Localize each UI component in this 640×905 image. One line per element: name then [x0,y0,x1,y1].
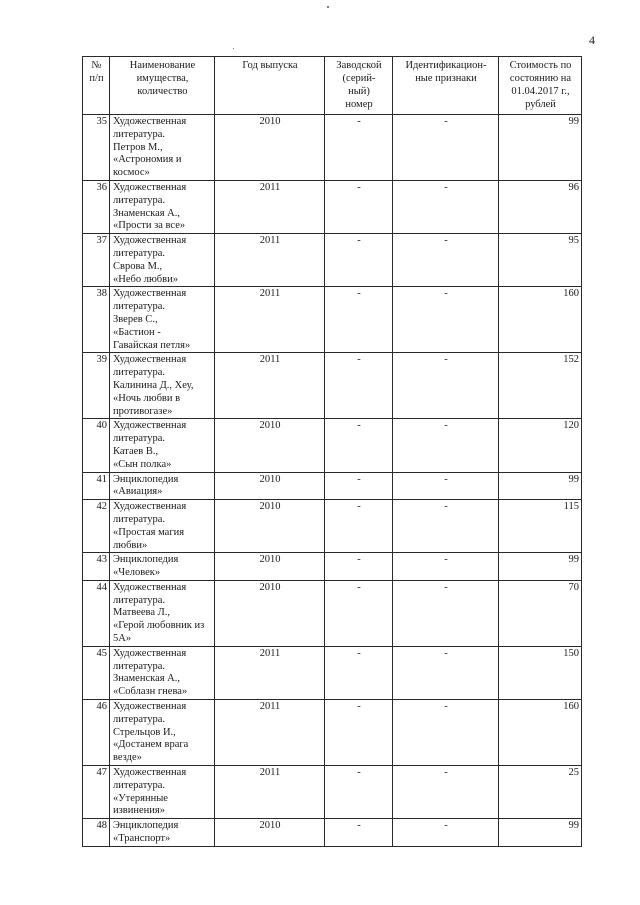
table-row [83,353,582,419]
cell-cost: 99 [499,553,582,581]
cell-name: Художественная литература. «Утерянные извинения» [110,766,215,819]
cell-name: Энциклопедия «Транспорт» [110,819,215,847]
cell-year: 2010 [215,500,325,553]
cell-ident: - [393,700,499,766]
table-row [83,553,582,581]
cell-cost: 120 [499,419,582,472]
table-row [83,419,582,472]
cell-name: Художественная литература. Калинина Д., Хеу, «Ночь любви в противогазе» [110,353,215,419]
cell-number: 35 [83,115,110,181]
table-header [83,57,582,115]
cell-year: 2011 [215,353,325,419]
cell-number: 38 [83,287,110,353]
cell-year: 2011 [215,287,325,353]
inventory-table [82,56,582,847]
cell-name: Художественная литература. Петров М., «Астрономия и космос» [110,115,215,181]
cell-serial: - [325,115,393,181]
cell-number: 46 [83,700,110,766]
cell-ident: - [393,580,499,646]
cell-ident: - [393,353,499,419]
cell-year: 2010 [215,472,325,500]
cell-ident: - [393,553,499,581]
cell-ident: - [393,766,499,819]
header-ident: Идентификацион- ные признаки [393,57,499,115]
cell-cost: 96 [499,180,582,233]
table-row [83,115,582,181]
table-row [83,472,582,500]
header-serial: Заводской (серий- ный) номер [325,57,393,115]
cell-name: Художественная литература. «Простая магия любви» [110,500,215,553]
header-num: № п/п [83,57,110,115]
cell-ident: - [393,419,499,472]
cell-number: 45 [83,646,110,699]
cell-number: 43 [83,553,110,581]
cell-ident: - [393,819,499,847]
table-row [83,766,582,819]
cell-cost: 25 [499,766,582,819]
cell-ident: - [393,234,499,287]
cell-ident: - [393,472,499,500]
cell-year: 2010 [215,553,325,581]
scan-speck [233,48,234,49]
cell-year: 2010 [215,819,325,847]
cell-serial: - [325,353,393,419]
cell-cost: 150 [499,646,582,699]
cell-name: Энциклопедия «Человек» [110,553,215,581]
cell-serial: - [325,472,393,500]
cell-year: 2010 [215,580,325,646]
table-row [83,580,582,646]
cell-year: 2011 [215,180,325,233]
cell-ident: - [393,180,499,233]
cell-serial: - [325,819,393,847]
cell-ident: - [393,287,499,353]
table-row [83,500,582,553]
cell-number: 47 [83,766,110,819]
table-row [83,287,582,353]
cell-serial: - [325,580,393,646]
cell-year: 2011 [215,766,325,819]
table-row [83,700,582,766]
cell-serial: - [325,500,393,553]
cell-cost: 115 [499,500,582,553]
cell-cost: 95 [499,234,582,287]
table-row [83,234,582,287]
cell-name: Художественная литература. Катаев В., «Сын полка» [110,419,215,472]
cell-name: Энциклопедия «Авиация» [110,472,215,500]
cell-name: Художественная литература. Матвеева Л., «Герой любовник из 5А» [110,580,215,646]
cell-ident: - [393,500,499,553]
cell-cost: 99 [499,472,582,500]
cell-number: 37 [83,234,110,287]
cell-number: 36 [83,180,110,233]
cell-cost: 160 [499,287,582,353]
table-row [83,646,582,699]
header-year: Год выпуска [215,57,325,115]
table-row [83,819,582,847]
cell-year: 2010 [215,115,325,181]
cell-cost: 70 [499,580,582,646]
header-name: Наименование имущества, количество [110,57,215,115]
header-cost: Стоимость по состоянию на 01.04.2017 г., рублей [499,57,582,115]
header-row [83,57,582,115]
table-row [83,180,582,233]
cell-cost: 99 [499,819,582,847]
cell-year: 2011 [215,700,325,766]
cell-serial: - [325,287,393,353]
cell-name: Художественная литература. Сврова М., «Небо любви» [110,234,215,287]
cell-cost: 160 [499,700,582,766]
cell-ident: - [393,646,499,699]
cell-number: 48 [83,819,110,847]
cell-year: 2011 [215,234,325,287]
cell-name: Художественная литература. Зверев С., «Бастион - Гавайская петля» [110,287,215,353]
cell-serial: - [325,180,393,233]
cell-name: Художественная литература. Стрельцов И., «Достанем врага везде» [110,700,215,766]
cell-serial: - [325,646,393,699]
cell-serial: - [325,700,393,766]
cell-serial: - [325,553,393,581]
cell-number: 39 [83,353,110,419]
table-body [83,115,582,847]
cell-serial: - [325,234,393,287]
cell-number: 40 [83,419,110,472]
scan-speck [327,6,329,8]
cell-number: 44 [83,580,110,646]
cell-serial: - [325,419,393,472]
cell-number: 41 [83,472,110,500]
page-number: 4 [589,33,595,47]
cell-ident: - [393,115,499,181]
cell-name: Художественная литература. Знаменская А., «Прости за все» [110,180,215,233]
cell-serial: - [325,766,393,819]
cell-name: Художественная литература. Знаменская А., «Соблазн гнева» [110,646,215,699]
cell-year: 2010 [215,419,325,472]
cell-number: 42 [83,500,110,553]
cell-year: 2011 [215,646,325,699]
cell-cost: 152 [499,353,582,419]
cell-cost: 99 [499,115,582,181]
